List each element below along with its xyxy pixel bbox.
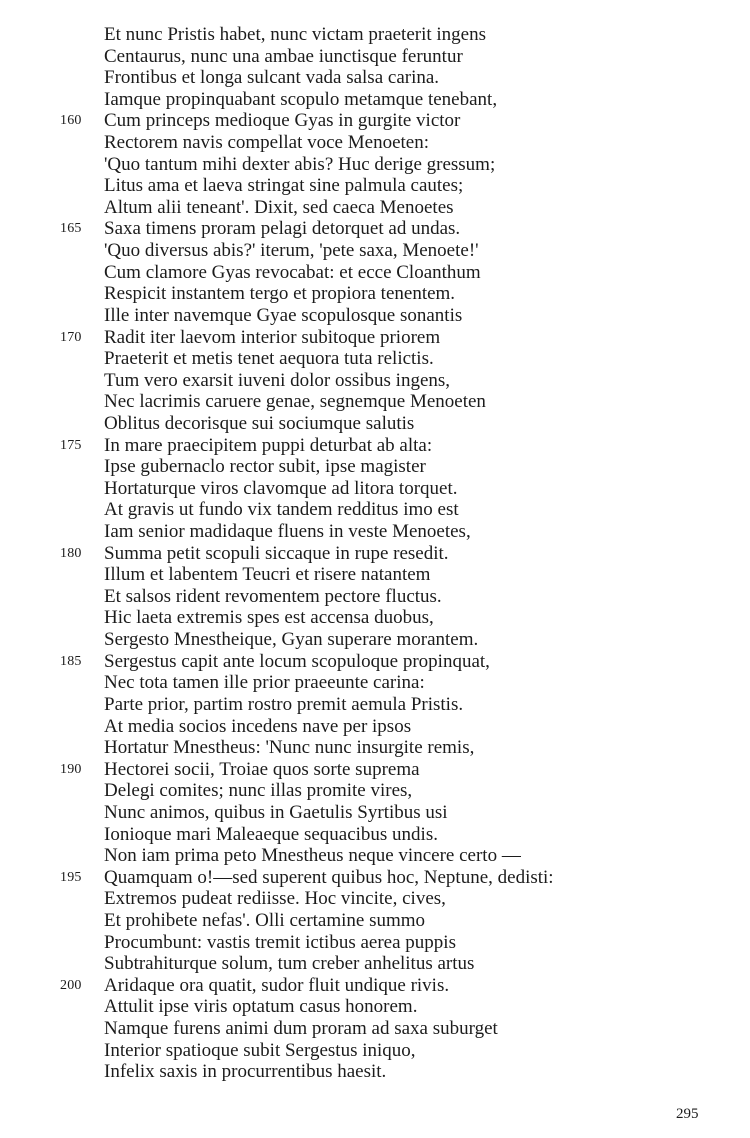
verse-line bbox=[0, 262, 750, 284]
verse-text: Hic laeta extremis spes est accensa duobus, bbox=[104, 607, 434, 629]
verse-text: 'Quo diversus abis?' iterum, 'pete saxa, Menoete!' bbox=[104, 240, 479, 262]
line-number: 165 bbox=[60, 221, 82, 237]
verse-text: Et prohibete nefas'. Olli certamine summo bbox=[104, 909, 426, 931]
verse-line bbox=[0, 780, 750, 802]
verse-block bbox=[0, 24, 750, 1083]
verse-line bbox=[0, 305, 750, 327]
verse-line bbox=[0, 759, 750, 781]
verse-line bbox=[0, 240, 750, 262]
verse-line bbox=[0, 132, 750, 154]
line-number: 160 bbox=[60, 113, 82, 129]
verse-text: Litus ama et laeva stringat sine palmula cautes; bbox=[104, 175, 464, 197]
verse-text: Iamque propinquabant scopulo metamque tenebant, bbox=[104, 88, 498, 110]
verse-line bbox=[0, 1061, 750, 1083]
verse-line bbox=[0, 456, 750, 478]
verse-line bbox=[0, 910, 750, 932]
verse-text: Procumbunt: vastis tremit ictibus aerea puppis bbox=[104, 931, 456, 953]
verse-text: Illum et labentem Teucri et risere natantem bbox=[104, 564, 431, 586]
line-number: 190 bbox=[60, 761, 82, 777]
verse-line bbox=[0, 521, 750, 543]
verse-line bbox=[0, 1018, 750, 1040]
verse-line bbox=[0, 824, 750, 846]
verse-text: Radit iter laevom interior subitoque priorem bbox=[104, 326, 441, 348]
verse-text: Centaurus, nunc una ambae iunctisque feruntur bbox=[104, 45, 463, 67]
verse-text: Cum princeps medioque Gyas in gurgite victor bbox=[104, 110, 461, 132]
verse-line bbox=[0, 672, 750, 694]
verse-text: Et salsos rident revomentem pectore fluctus. bbox=[104, 585, 442, 607]
line-number: 180 bbox=[60, 545, 82, 561]
verse-line bbox=[0, 478, 750, 500]
verse-text: Altum alii teneant'. Dixit, sed caeca Menoetes bbox=[104, 196, 454, 218]
verse-line bbox=[0, 197, 750, 219]
verse-line bbox=[0, 607, 750, 629]
verse-text: Nec tota tamen ille prior praeeunte carina: bbox=[104, 672, 425, 694]
verse-text: Infelix saxis in procurrentibus haesit. bbox=[104, 1061, 387, 1083]
line-number: 185 bbox=[60, 653, 82, 669]
verse-line bbox=[0, 996, 750, 1018]
verse-text: Aridaque ora quatit, sudor fluit undique rivis. bbox=[104, 974, 450, 996]
verse-text: Rectorem navis compellat voce Menoeten: bbox=[104, 132, 429, 154]
line-number: 170 bbox=[60, 329, 82, 345]
verse-line bbox=[0, 175, 750, 197]
line-number: 175 bbox=[60, 437, 82, 453]
verse-text: Et nunc Pristis habet, nunc victam praeterit ingens bbox=[104, 24, 487, 45]
verse-text: Summa petit scopuli siccaque in rupe resedit. bbox=[104, 542, 449, 564]
verse-text: Sergestus capit ante locum scopuloque propinquat, bbox=[104, 650, 490, 672]
verse-line bbox=[0, 283, 750, 305]
verse-line bbox=[0, 932, 750, 954]
verse-line bbox=[0, 154, 750, 176]
verse-text: 'Quo tantum mihi dexter abis? Huc derige gressum; bbox=[104, 153, 496, 175]
verse-line bbox=[0, 975, 750, 997]
verse-line bbox=[0, 499, 750, 521]
verse-line bbox=[0, 867, 750, 889]
verse-text: Ipse gubernaclo rector subit, ipse magister bbox=[104, 456, 426, 478]
verse-text: Delegi comites; nunc illas promite vires, bbox=[104, 780, 413, 802]
verse-text: Parte prior, partim rostro premit aemula Pristis. bbox=[104, 693, 464, 715]
verse-text: Tum vero exarsit iuveni dolor ossibus ingens, bbox=[104, 369, 451, 391]
verse-line bbox=[0, 888, 750, 910]
verse-line bbox=[0, 348, 750, 370]
verse-text: Namque furens animi dum proram ad saxa suburget bbox=[104, 1018, 498, 1040]
verse-line bbox=[0, 327, 750, 349]
verse-line bbox=[0, 67, 750, 89]
page-number: 295 bbox=[676, 1106, 699, 1122]
verse-line bbox=[0, 435, 750, 457]
verse-text: At gravis ut fundo vix tandem redditus imo est bbox=[104, 499, 459, 521]
verse-text: Saxa timens proram pelagi detorquet ad undas. bbox=[104, 218, 461, 240]
verse-line bbox=[0, 413, 750, 435]
verse-line bbox=[0, 89, 750, 111]
verse-text: Respicit instantem tergo et propiora tenentem. bbox=[104, 283, 456, 305]
line-number: 195 bbox=[60, 869, 82, 885]
verse-text: In mare praecipitem puppi deturbat ab alta: bbox=[104, 434, 433, 456]
verse-text: Hortatur Mnestheus: 'Nunc nunc insurgite remis, bbox=[104, 737, 475, 759]
verse-text: Quamquam o!—sed superent quibus hoc, Neptune, dedisti: bbox=[104, 866, 554, 888]
verse-text: Sergesto Mnestheique, Gyan superare morantem. bbox=[104, 629, 479, 651]
verse-text: Praeterit et metis tenet aequora tuta relictis. bbox=[104, 348, 434, 370]
verse-line bbox=[0, 737, 750, 759]
verse-line bbox=[0, 694, 750, 716]
verse-text: At media socios incedens nave per ipsos bbox=[104, 715, 412, 737]
verse-text: Nec lacrimis caruere genae, segnemque Menoeten bbox=[104, 391, 486, 413]
verse-line bbox=[0, 110, 750, 132]
verse-text: Subtrahiturque solum, tum creber anhelitus artus bbox=[104, 953, 475, 975]
verse-text: Iam senior madidaque fluens in veste Menoetes, bbox=[104, 521, 471, 543]
verse-text: Nunc animos, quibus in Gaetulis Syrtibus usi bbox=[104, 801, 448, 823]
verse-line bbox=[0, 1040, 750, 1062]
verse-line bbox=[0, 391, 750, 413]
verse-line bbox=[0, 24, 750, 46]
verse-text: Interior spatioque subit Sergestus iniquo, bbox=[104, 1039, 416, 1061]
verse-line bbox=[0, 845, 750, 867]
verse-line bbox=[0, 629, 750, 651]
verse-line bbox=[0, 953, 750, 975]
verse-line bbox=[0, 564, 750, 586]
verse-text: Ionioque mari Maleaeque sequacibus undis. bbox=[104, 823, 438, 845]
verse-text: Hectorei socii, Troiae quos sorte suprema bbox=[104, 758, 420, 780]
verse-line bbox=[0, 46, 750, 68]
verse-text: Oblitus decorisque sui sociumque salutis bbox=[104, 412, 415, 434]
verse-text: Extremos pudeat rediisse. Hoc vincite, cives, bbox=[104, 888, 446, 910]
verse-line bbox=[0, 218, 750, 240]
verse-line bbox=[0, 716, 750, 738]
verse-text: Ille inter navemque Gyae scopulosque sonantis bbox=[104, 304, 463, 326]
line-number: 200 bbox=[60, 977, 82, 993]
verse-line bbox=[0, 802, 750, 824]
verse-text: Frontibus et longa sulcant vada salsa carina. bbox=[104, 67, 440, 89]
verse-text: Cum clamore Gyas revocabat: et ecce Cloanthum bbox=[104, 261, 481, 283]
verse-line bbox=[0, 651, 750, 673]
verse-line bbox=[0, 586, 750, 608]
verse-text: Non iam prima peto Mnestheus neque vincere certo — bbox=[104, 845, 521, 867]
verse-line bbox=[0, 370, 750, 392]
verse-text: Attulit ipse viris optatum casus honorem. bbox=[104, 996, 418, 1018]
verse-line bbox=[0, 543, 750, 565]
verse-text: Hortaturque viros clavomque ad litora torquet. bbox=[104, 477, 458, 499]
